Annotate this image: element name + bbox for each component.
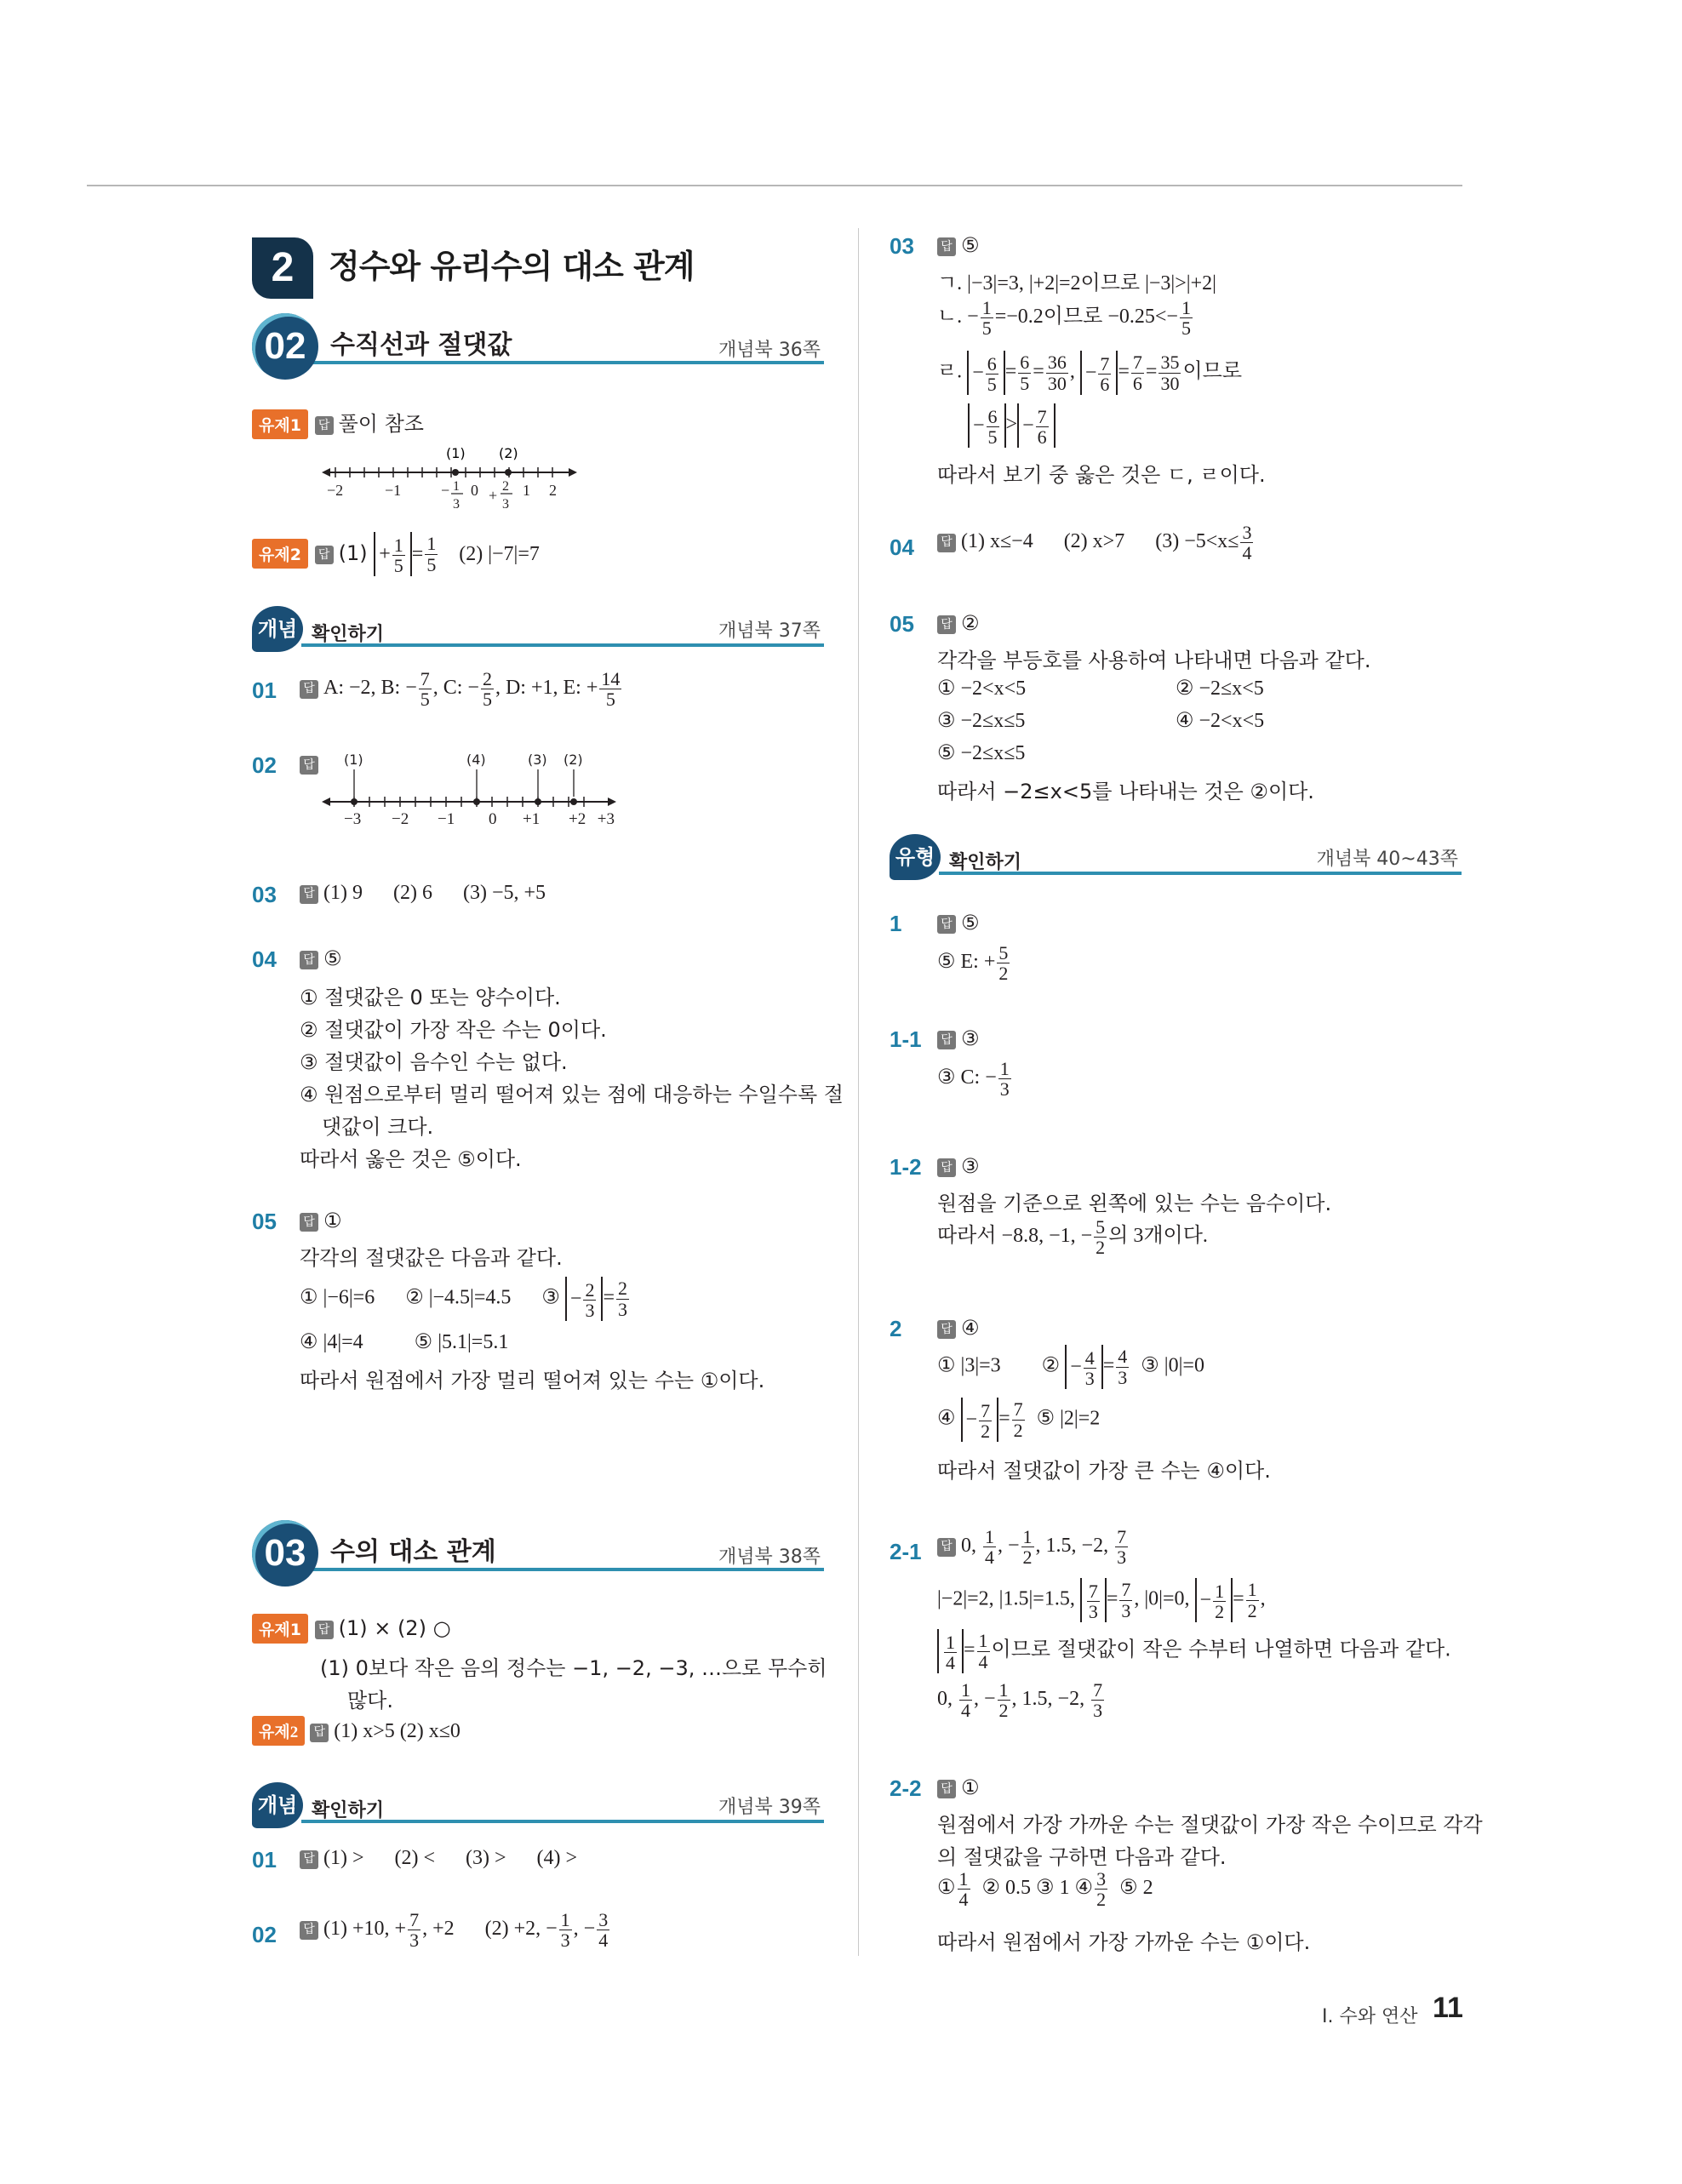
e-den: 5	[605, 689, 615, 711]
t2-1-l2b: , |0|=0,	[1134, 1587, 1190, 1610]
d02-answer: 답 (1) +10, + $\frac{7}{3}$ , +2 (2) +2, − $\frac{1}{3}$ , − $\frac{3}{4}$	[300, 1910, 611, 1950]
number-line-2	[322, 751, 616, 827]
question-number: 1	[890, 911, 902, 936]
number-line-1	[322, 443, 577, 519]
label-n2: −2	[327, 482, 344, 499]
part-1-label: (1)	[338, 541, 368, 565]
r03-line-g: ㄱ. |−3|=3, |+2|=2이므로 |−3|>|+2|	[937, 272, 1216, 294]
s3-exercise-2	[252, 1716, 461, 1746]
concept-check-header	[252, 606, 824, 654]
concept-badge: 개념	[252, 606, 303, 652]
answer-icon: 답	[315, 546, 334, 564]
r03-r-b: 이므로	[1182, 360, 1243, 383]
t1-1-line: ③ C: − $\frac{1}{3}$	[937, 1058, 1010, 1101]
label-1: 1	[523, 482, 530, 499]
c04-line-4: ④ 원점으로부터 멀리 떨어져 있는 점에 대응하는 수일수록 절	[300, 1083, 844, 1106]
t2-2-conclusion: 따라서 원점에서 가장 가까운 수는 ①이다.	[937, 1930, 1311, 1954]
c05-answer: ①	[323, 1209, 342, 1232]
c05-item-5: ⑤ |5.1|=5.1	[414, 1331, 509, 1353]
t2-1-l3b: 이므로 절댓값이 작은 수부터 나열하면 다음과 같다.	[991, 1637, 1451, 1661]
question-number: 02	[252, 752, 277, 778]
c05-line-2: ① |−6|=6 ② |−4.5|=4.5 ③ − $\frac{2}{3}$ = $\frac{2}{3}$	[300, 1278, 628, 1321]
abs-neg-two-thirds: − $\frac{2}{3}$	[565, 1277, 604, 1321]
answer-icon: 답	[937, 1320, 956, 1339]
r03-n-b: =−0.2이므로 −0.25<−	[994, 306, 1178, 329]
question-number: 1-2	[890, 1154, 922, 1180]
t2-head	[937, 1316, 980, 1340]
c04-line-4b: 댓값이 크다.	[322, 1115, 434, 1139]
question-number: 04	[890, 535, 914, 560]
t2-2-item-1: ①	[937, 1877, 956, 1900]
question-number: 2	[890, 1316, 902, 1341]
mark-2: (2)	[564, 752, 583, 768]
t2-1-l4b: , 1.5, −2,	[1011, 1688, 1085, 1711]
answer-icon: 답	[300, 885, 318, 904]
exercise-tag: 유제1	[252, 1614, 308, 1644]
question-number: 2-2	[890, 1775, 922, 1801]
column-divider	[858, 228, 859, 1956]
t2-2-items-2-4: ② 0.5 ③ 1 ④	[981, 1877, 1094, 1900]
r03-r-a: ㄹ.	[937, 360, 963, 383]
c03-text: (1) 9 (2) 6 (3) −5, +5	[323, 882, 546, 904]
question-number: 05	[890, 611, 914, 637]
t1-2-line-2: 따라서 −8.8, −1, − $\frac{5}{2}$ 의 3개이다.	[937, 1216, 1208, 1259]
c-den: 5	[482, 689, 492, 711]
check-page-ref: 개념북 40~43쪽	[1316, 849, 1458, 870]
t2-1-l1: 0,	[961, 1535, 976, 1558]
label-n1: −1	[385, 482, 402, 499]
d02-a: (1) +10, +	[323, 1918, 407, 1941]
question-number: 01	[252, 677, 277, 703]
c01-answer	[300, 669, 623, 709]
r05-answer: ②	[961, 611, 980, 635]
answer-icon: 답	[300, 1921, 318, 1940]
s3ex1-explain-2: 많다.	[347, 1689, 393, 1712]
b-den: 5	[420, 689, 430, 711]
d01-answer	[300, 1847, 577, 1870]
label-frac-2-den: 3	[502, 497, 509, 512]
r03-line-r: ㄹ. − $\frac{6}{5}$ = $\frac{6}{5}$ = $\frac{36}{30}$ , − $\frac{7}{6}$ = $\frac{7}{6}$ = $\frac{35}{30}$ 이므로	[937, 352, 1243, 395]
c01-text-c: , C: −	[432, 677, 479, 700]
t2-item-1: ① |3|=3	[937, 1354, 1001, 1377]
answer-icon: 답	[937, 915, 956, 934]
t2-1-line-1: 답 0, $\frac{1}{4}$ , − $\frac{1}{2}$ , 1.5, −2, $\frac{7}{3}$	[937, 1527, 1130, 1567]
s3ex1-explain-1: (1) 0보다 작은 음의 정수는 −1, −2, −3, …으로 무수히	[320, 1656, 827, 1680]
label-frac-2-num: 2	[502, 479, 509, 494]
answer-icon: 답	[315, 1621, 334, 1639]
t1-1-text: ③ C: −	[937, 1066, 997, 1089]
t1-2-l2a: 따라서 −8.8, −1, −	[937, 1225, 1093, 1248]
r05-option-4: ④ −2<x<5	[1176, 710, 1265, 732]
t2-item-5: ⑤ |2|=2	[1036, 1407, 1101, 1430]
c04-line-2: ② 절댓값이 가장 작은 수는 0이다.	[300, 1018, 607, 1042]
t2-2-head	[937, 1775, 980, 1799]
label-plus: +	[489, 487, 498, 504]
mark-1: (1)	[344, 752, 363, 768]
top-rule	[87, 185, 1462, 186]
t2-2-line-2: 의 절댓값을 구하면 다음과 같다.	[937, 1845, 1227, 1869]
question-number: 2-1	[890, 1539, 922, 1564]
s3ex1-answer: (1) × (2) ○	[338, 1616, 451, 1640]
c04-answer: ⑤	[323, 946, 342, 970]
c05-conclusion: 따라서 원점에서 가장 멀리 떨어져 있는 수는 ①이다.	[300, 1369, 765, 1392]
r03-answer: ⑤	[961, 233, 980, 257]
chapter-title: 정수와 유리수의 대소 관계	[329, 248, 695, 285]
d01-text: (1) > (2) < (3) > (4) >	[323, 1847, 578, 1869]
label-0: 0	[489, 810, 497, 827]
concept-badge: 개념	[252, 1782, 303, 1828]
s3ex2-answer: (1) x>5 (2) x≤0	[334, 1720, 461, 1742]
section-03-header	[252, 1520, 824, 1588]
t2-2-line-1: 원점에서 가장 가까운 수는 절댓값이 가장 작은 수이므로 각각	[937, 1813, 1483, 1837]
answer-icon: 답	[315, 416, 334, 435]
c05-head	[300, 1209, 342, 1232]
label-n1: −1	[438, 810, 455, 827]
r05-option-5: ⑤ −2≤x≤5	[937, 742, 1026, 764]
s3-exercise-1	[252, 1614, 451, 1644]
label-p1: +1	[523, 810, 541, 827]
type-badge: 유형	[890, 834, 941, 880]
c-num: 2	[482, 668, 492, 689]
section-number: 02	[252, 313, 318, 380]
check-title: 확인하기	[949, 852, 1022, 873]
answer-icon: 답	[300, 1213, 318, 1232]
e-num: 14	[601, 668, 621, 689]
t2-1-l4a: 0,	[937, 1688, 953, 1711]
r04-answer: 답 (1) x≤−4 (2) x>7 (3) −5<x≤ $\frac{3}{4}$	[937, 523, 1255, 563]
answer-icon: 답	[310, 1724, 329, 1742]
label-frac-1-den: 3	[453, 497, 460, 512]
t1-2-answer: ③	[961, 1154, 980, 1178]
t1-answer: ⑤	[961, 911, 980, 935]
answer-icon: 답	[300, 680, 318, 699]
answer-icon: 답	[937, 1031, 956, 1049]
r03-line-n: ㄴ. − $\frac{1}{5}$ =−0.2이므로 −0.25<− $\frac{1}{5}$	[937, 297, 1191, 340]
c04-conclusion: 따라서 옳은 것은 ⑤이다.	[300, 1147, 522, 1171]
t2-line-1: ① |3|=3 ② − $\frac{4}{3}$ = $\frac{4}{3}$ ③ |0|=0	[937, 1346, 1204, 1389]
exercise-tag: 유제2	[252, 539, 308, 569]
c01-text-a: A: −2, B: −	[323, 677, 417, 700]
r05-option-2: ② −2≤x<5	[1176, 677, 1264, 700]
mark-2: (2)	[499, 445, 518, 461]
section-page-ref: 개념북 38쪽	[718, 1547, 821, 1568]
abs-plus-one-fifth: + $\frac{1}{5}$	[374, 532, 412, 576]
exercise-tag: 유제2	[252, 1716, 305, 1746]
t2-1-l2a: |−2|=2, |1.5|=1.5,	[937, 1587, 1075, 1610]
t2-item-4: ④	[937, 1407, 956, 1430]
label-p2: +2	[569, 810, 586, 827]
question-number: 04	[252, 946, 277, 972]
answer-icon: 답	[300, 1850, 318, 1869]
t1-2-l2b: 의 3개이다.	[1108, 1225, 1208, 1248]
question-number: 02	[252, 1922, 277, 1947]
t1-1-head	[937, 1026, 980, 1050]
question-number: 01	[252, 1847, 277, 1872]
t2-line-2: ④ − $\frac{7}{2}$ = $\frac{7}{2}$ ⑤ |2|=2	[937, 1398, 1101, 1442]
section-title: 수의 대소 관계	[330, 1537, 496, 1567]
c04-line-3: ③ 절댓값이 음수인 수는 없다.	[300, 1050, 568, 1074]
r04-text: (1) x≤−4 (2) x>7 (3) −5<x≤	[961, 530, 1239, 553]
c05-item-2: ② |−4.5|=4.5	[405, 1286, 512, 1309]
c01-text-d: , D: +1, E: +	[495, 677, 598, 700]
r03-n-a: ㄴ. −	[937, 306, 979, 329]
r05-option-3: ③ −2≤x≤5	[937, 710, 1026, 732]
c03-answer	[300, 882, 546, 905]
t2-2-line-3: ① $\frac{1}{4}$ ② 0.5 ③ 1 ④ $\frac{3}{2}$ ⑤ 2	[937, 1868, 1153, 1911]
label-2: 2	[549, 482, 557, 499]
label-n3: −3	[344, 810, 362, 827]
d02-d: , −	[573, 1918, 596, 1941]
t2-2-answer: ①	[961, 1775, 980, 1799]
mark-1: (1)	[446, 445, 466, 461]
t2-item-2: ②	[1041, 1354, 1061, 1377]
t2-2-item-5: ⑤ 2	[1119, 1877, 1153, 1900]
mark-3: (3)	[528, 752, 547, 768]
answer-icon: 답	[937, 1158, 956, 1177]
r03-line-compare: − $\frac{6}{5}$ > − $\frac{7}{6}$	[968, 403, 1056, 448]
r05-option-1: ① −2<x<5	[937, 677, 1027, 700]
d02-c: (2) +2, −	[484, 1918, 558, 1941]
chapter-number: 2	[252, 237, 313, 299]
answer-icon: 답	[937, 1780, 956, 1798]
answer-icon: 답	[300, 951, 318, 969]
label-n2: −2	[392, 810, 409, 827]
answer-icon: 답	[937, 237, 956, 256]
t2-item-3: ③ |0|=0	[1141, 1354, 1204, 1377]
t2-1-l1b: , 1.5, −2,	[1035, 1535, 1109, 1558]
answer-icon: 답	[300, 756, 318, 775]
exercise-1	[252, 407, 424, 439]
r03-head	[937, 233, 980, 257]
check-page-ref: 개념북 39쪽	[718, 1797, 821, 1818]
label-frac-1-num: 1	[453, 479, 460, 494]
type-check-header	[890, 834, 1462, 882]
c04-head	[300, 946, 342, 970]
answer-icon: 답	[937, 1538, 956, 1557]
exercise-answer: 풀이 참조	[338, 412, 424, 436]
footer-unit: I. 수와 연산	[1322, 2006, 1418, 2027]
t2-1-line-2: |−2|=2, |1.5|=1.5, $\frac{7}{3}$ = $\frac{7}{3}$ , |0|=0, − $\frac{1}{2}$ = $\frac{1}{2}$ ,	[937, 1579, 1266, 1622]
page-number: 11	[1433, 1992, 1463, 2024]
concept-check-header	[252, 1782, 824, 1830]
c05-item-1: ① |−6|=6	[300, 1286, 375, 1309]
t2-conclusion: 따라서 절댓값이 가장 큰 수는 ④이다.	[937, 1459, 1271, 1483]
t1-1-answer: ③	[961, 1026, 980, 1050]
section-number: 03	[252, 1520, 318, 1587]
label-p3: +3	[597, 810, 615, 827]
part-2: (2) |−7|=7	[459, 543, 540, 565]
c05-item-3: ③	[541, 1286, 560, 1309]
c04-line-1: ① 절댓값은 0 또는 양수이다.	[300, 986, 561, 1009]
b-num: 7	[420, 668, 430, 689]
label-0: 0	[471, 482, 478, 499]
c05-line-1: 각각의 절댓값은 다음과 같다.	[300, 1246, 563, 1270]
question-number: 1-1	[890, 1026, 922, 1052]
t1-2-line-1: 원점을 기준으로 왼쪽에 있는 수는 음수이다.	[937, 1192, 1332, 1215]
t2-answer: ④	[961, 1316, 980, 1340]
section-02-header	[252, 313, 824, 381]
section-page-ref: 개념북 36쪽	[718, 340, 821, 361]
r05-conclusion: 따라서 −2≤x<5를 나타내는 것은 ②이다.	[937, 780, 1314, 803]
question-number: 05	[252, 1209, 277, 1234]
mark-4: (4)	[466, 752, 486, 768]
t1-text: ⑤ E: +	[937, 951, 996, 974]
question-number: 03	[890, 233, 914, 259]
exercise-2: 유제2 답 (1) + $\frac{1}{5}$ = $\frac{1}{5}$ (2) |−7|=7	[252, 532, 540, 576]
r05-head	[937, 611, 980, 635]
r03-conclusion: 따라서 보기 중 옳은 것은 ㄷ, ㄹ이다.	[937, 463, 1266, 487]
t1-head	[937, 911, 980, 935]
c05-item-4: ④ |4|=4	[300, 1331, 363, 1353]
answer-icon: 답	[937, 615, 956, 634]
check-title: 확인하기	[312, 1800, 385, 1821]
t2-1-line-4: 0, $\frac{1}{4}$ , − $\frac{1}{2}$ , 1.5, −2, $\frac{7}{3}$	[937, 1679, 1103, 1722]
t1-line: ⑤ E: + $\frac{5}{2}$	[937, 942, 1009, 985]
t2-1-line-3: $\frac{1}{4}$ = $\frac{1}{4}$ 이므로 절댓값이 작은 수부터 나열하면 다음과 같다.	[937, 1629, 1451, 1673]
exercise-tag: 유제1	[252, 409, 308, 439]
label-minus: −	[441, 482, 450, 499]
check-title: 확인하기	[312, 624, 385, 645]
c05-line-3	[300, 1329, 508, 1354]
r05-line-1: 각각을 부등호를 사용하여 나타내면 다음과 같다.	[937, 649, 1371, 672]
t1-2-head	[937, 1154, 980, 1178]
question-number: 03	[252, 882, 277, 907]
section-title: 수직선과 절댓값	[330, 330, 512, 360]
d02-b: , +2	[422, 1918, 455, 1941]
check-page-ref: 개념북 37쪽	[718, 620, 821, 642]
answer-icon: 답	[937, 534, 956, 552]
